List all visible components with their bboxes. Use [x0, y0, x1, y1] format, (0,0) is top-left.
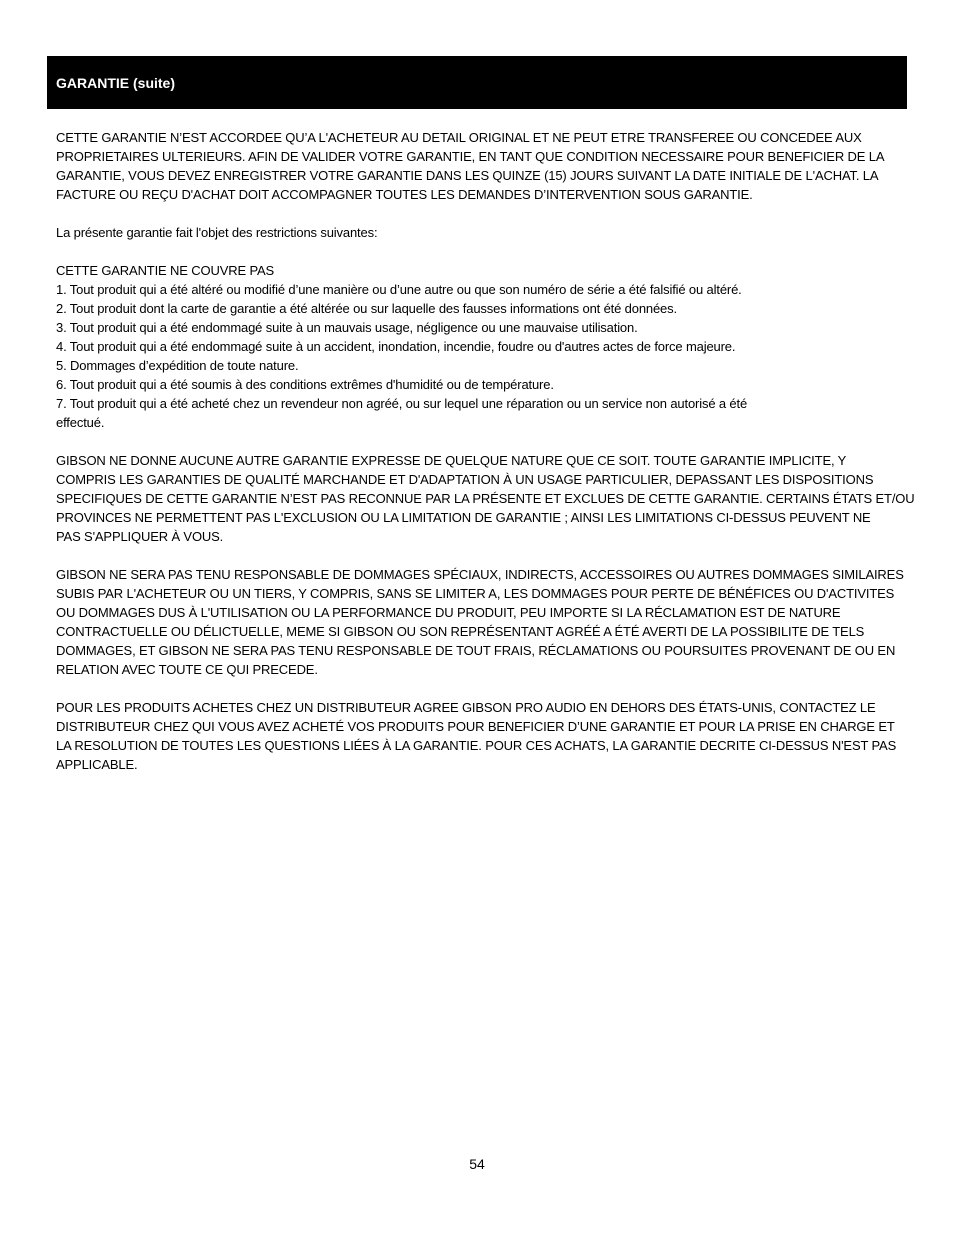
text-line: 2. Tout produit dont la carte de garantie a été altérée ou sur laquelle des fausses informations ont été données.: [56, 301, 677, 316]
paragraph: [56, 128, 902, 204]
page-number: 54: [469, 1156, 485, 1172]
paragraph: [56, 223, 902, 242]
text-line: APPLICABLE.: [56, 757, 138, 772]
text-line: 4. Tout produit qui a été endommagé suite à un accident, inondation, incendie, foudre ou d'autres actes de force majeure.: [56, 339, 736, 354]
paragraph: [56, 451, 915, 546]
text-line: 6. Tout produit qui a été soumis à des conditions extrêmes d'humidité ou de température.: [56, 377, 554, 392]
text-line: 7. Tout produit qui a été acheté chez un revendeur non agréé, ou sur lequel une réparation ou un service non autorisé a été: [56, 396, 748, 411]
text-line: GIBSON NE DONNE AUCUNE AUTRE GARANTIE EXPRESSE DE QUELQUE NATURE QUE CE SOIT. TOUTE GARANTIE IMPLICITE, Y: [56, 453, 847, 468]
text-line: PAS S'APPLIQUER À VOUS.: [56, 529, 224, 544]
text-line: RELATION AVEC TOUTE CE QUI PRECEDE.: [56, 662, 318, 677]
text-line: COMPRIS LES GARANTIES DE QUALITÉ MARCHANDE ET D'ADAPTATION À UN USAGE PARTICULIER, DEPASSANT LES DISPOSITIONS: [56, 472, 874, 487]
text-line: FACTURE OU REÇU D'ACHAT DOIT ACCOMPAGNER TOUTES LES DEMANDES D’INTERVENTION SOUS GARANTIE.: [56, 187, 753, 202]
text-line: LA RESOLUTION DE TOUTES LES QUESTIONS LIÉES À LA GARANTIE. POUR CES ACHATS, LA GARANTIE DECRITE CI-DESSUS N'EST PAS: [56, 738, 897, 753]
section-header-bar: [47, 56, 907, 109]
text-line: POUR LES PRODUITS ACHETES CHEZ UN DISTRIBUTEUR AGREE GIBSON PRO AUDIO EN DEHORS DES ÉTATS-UNIS, CONTACTEZ LE: [56, 700, 876, 715]
text-line: GIBSON NE SERA PAS TENU RESPONSABLE DE DOMMAGES SPÉCIAUX, INDIRECTS, ACCESSOIRES OU AUTRES DOMMAGES SIMILAIRES: [56, 567, 904, 582]
text-line: PROPRIETAIRES ULTERIEURS. AFIN DE VALIDER VOTRE GARANTIE, EN TANT QUE CONDITION NECESSAIRE POUR BENEFICIER DE LA: [56, 149, 885, 164]
paragraph: [56, 698, 902, 774]
section-title: GARANTIE (suite): [56, 75, 175, 91]
paragraph: [56, 565, 902, 679]
text-line: 1. Tout produit qui a été altéré ou modifié d’une manière ou d’une autre ou que son numéro de série a été falsifié ou altéré.: [56, 282, 742, 297]
text-line: SPECIFIQUES DE CETTE GARANTIE N’EST PAS RECONNUE PAR LA PRÉSENTE ET EXCLUES DE CETTE GARANTIE. CERTAINS ÉTATS ET/OU: [56, 491, 915, 506]
text-line: CETTE GARANTIE N’EST ACCORDEE QU’A L'ACHETEUR AU DETAIL ORIGINAL ET NE PEUT ETRE TRANSFEREE OU CONCEDEE AUX: [56, 130, 862, 145]
text-line: PROVINCES NE PERMETTENT PAS L'EXCLUSION OU LA LIMITATION DE GARANTIE ; AINSI LES LIMITATIONS CI-DESSUS PEUVENT NE: [56, 510, 871, 525]
text-line: 3. Tout produit qui a été endommagé suite à un mauvais usage, négligence ou une mauvaise utilisation.: [56, 320, 638, 335]
text-line: OU DOMMAGES DUS À L'UTILISATION OU LA PERFORMANCE DU PRODUIT, PEU IMPORTE SI LA RÉCLAMATION EST DE NATURE: [56, 605, 841, 620]
text-line: effectué.: [56, 415, 105, 430]
paragraph: [56, 261, 902, 432]
text-line: CETTE GARANTIE NE COUVRE PAS: [56, 263, 275, 278]
warranty-body: [56, 128, 915, 793]
text-line: DOMMAGES, ET GIBSON NE SERA PAS TENU RESPONSABLE DE TOUT FRAIS, RÉCLAMATIONS OU POURSUITES PROVENANT DE OU EN: [56, 643, 896, 658]
text-line: DISTRIBUTEUR CHEZ QUI VOUS AVEZ ACHETÉ VOS PRODUITS POUR BENEFICIER D’UNE GARANTIE ET POUR LA PRISE EN CHARGE ET: [56, 719, 895, 734]
text-line: La présente garantie fait l'objet des restrictions suivantes:: [56, 225, 378, 240]
text-line: GARANTIE, VOUS DEVEZ ENREGISTRER VOTRE GARANTIE DANS LES QUINZE (15) JOURS SUIVANT LA DATE INITIALE DE L'ACHAT. LA: [56, 168, 879, 183]
text-line: SUBIS PAR L'ACHETEUR OU UN TIERS, Y COMPRIS, SANS SE LIMITER A, LES DOMMAGES POUR PERTE DE BÉNÉFICES OU D'ACTIVITES: [56, 586, 895, 601]
text-line: CONTRACTUELLE OU DÉLICTUELLE, MEME SI GIBSON OU SON REPRÉSENTANT AGRÉÉ A ÉTÉ AVERTI DE LA POSSIBILITE DE TELS: [56, 624, 865, 639]
text-line: 5. Dommages d’expédition de toute nature.: [56, 358, 299, 373]
